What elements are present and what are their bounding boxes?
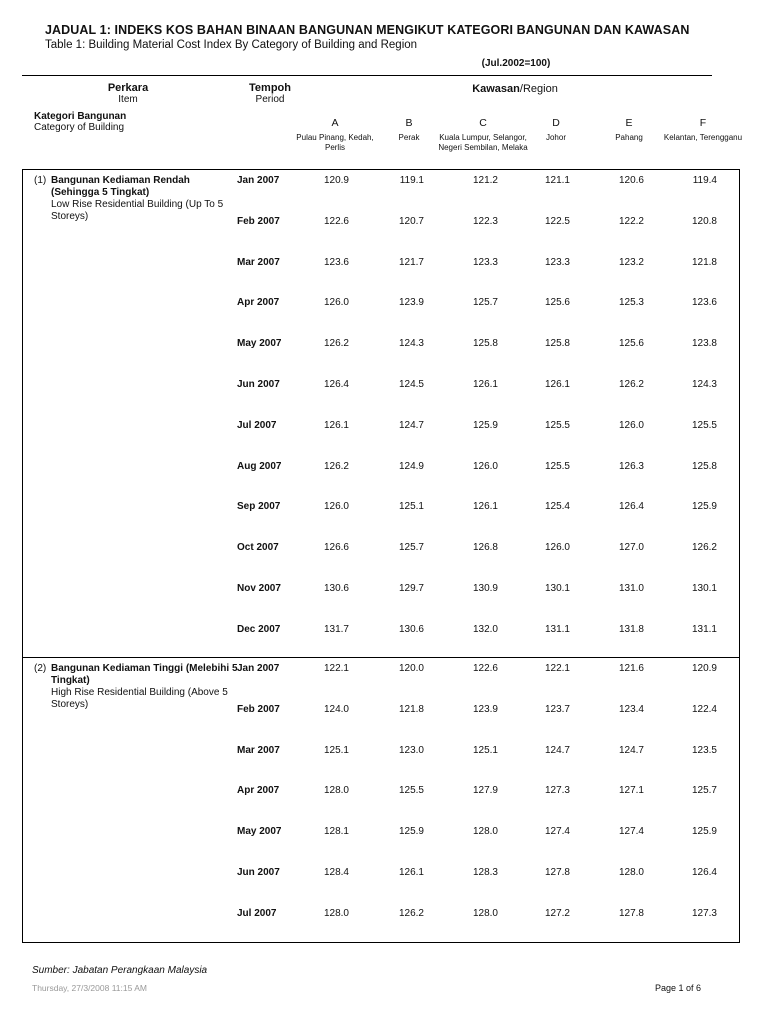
- index-value-cell: 123.4: [618, 703, 644, 715]
- index-value-cell: 121.8: [691, 256, 717, 268]
- index-value-cell: 128.0: [472, 907, 498, 919]
- section-number: (2): [34, 663, 47, 674]
- row-period: Jun 2007: [237, 867, 280, 878]
- index-value-cell: 125.7: [472, 297, 498, 309]
- index-value-cell: 126.2: [398, 907, 424, 919]
- row-period: Nov 2007: [237, 583, 281, 594]
- column-region-name: Kelantan, Terengganu: [663, 133, 743, 142]
- row-period: Jan 2007: [237, 663, 280, 674]
- index-value-cell: 124.7: [544, 744, 570, 756]
- row-period: Jan 2007: [237, 175, 280, 186]
- index-value-cell: 126.0: [323, 501, 349, 513]
- index-value-cell: 128.0: [323, 785, 349, 797]
- index-value-cell: 125.5: [691, 419, 717, 431]
- column-letter: D: [552, 117, 560, 129]
- index-value-cell: 126.0: [472, 460, 498, 472]
- index-value-cell: 121.2: [472, 175, 498, 186]
- row-period: Mar 2007: [237, 256, 280, 268]
- index-value-cell: 123.3: [472, 256, 498, 268]
- index-value-cell: 125.9: [691, 501, 717, 513]
- index-value-cell: 124.7: [398, 419, 424, 431]
- index-value-cell: 127.9: [472, 785, 498, 797]
- row-period: Jul 2007: [237, 419, 277, 431]
- index-value-cell: 119.4: [692, 175, 717, 186]
- row-period: Aug 2007: [237, 460, 282, 472]
- index-value-cell: 125.9: [398, 826, 424, 838]
- index-value-cell: 123.6: [323, 256, 349, 268]
- index-value-cell: 122.6: [472, 663, 498, 674]
- index-value-cell: 124.9: [398, 460, 424, 472]
- index-value-cell: 127.2: [544, 907, 570, 919]
- index-value-cell: 125.6: [618, 338, 644, 350]
- index-value-cell: 125.9: [472, 419, 498, 431]
- index-value-cell: 126.2: [323, 460, 349, 472]
- index-value-cell: 128.0: [618, 867, 644, 878]
- index-value-cell: 130.1: [691, 583, 717, 594]
- section-label: [34, 175, 239, 223]
- index-value-cell: 131.1: [544, 623, 570, 635]
- category-header: [34, 111, 126, 133]
- index-value-cell: 123.5: [691, 744, 717, 756]
- index-value-cell: 126.8: [472, 542, 498, 554]
- index-value-cell: 127.3: [544, 785, 570, 797]
- index-value-cell: 122.1: [323, 663, 349, 674]
- column-letter: E: [625, 117, 633, 129]
- index-value-cell: 125.3: [618, 297, 644, 309]
- index-value-cell: 126.1: [472, 379, 498, 390]
- index-value-cell: 123.3: [544, 256, 570, 268]
- index-value-cell: 128.1: [323, 826, 349, 838]
- index-value-cell: 130.1: [544, 583, 570, 594]
- index-value-cell: 126.2: [323, 338, 349, 350]
- index-value-cell: 126.0: [323, 297, 349, 309]
- row-period: Feb 2007: [237, 215, 280, 227]
- index-value-cell: 125.7: [398, 542, 424, 554]
- column-region-name: Pulau Pinang, Kedah, Perlis: [296, 133, 374, 152]
- index-value-cell: 128.4: [323, 867, 349, 878]
- index-value-cell: 125.1: [323, 744, 349, 756]
- column-region-name: Kuala Lumpur, Selangor, Negeri Sembilan, Melaka: [438, 133, 528, 152]
- period-column-header: [230, 83, 310, 105]
- section-name-en: Low Rise Residential Building (Up To 5 Storeys): [51, 199, 224, 222]
- index-value-cell: 131.1: [691, 623, 717, 635]
- index-value-cell: 127.8: [544, 867, 570, 878]
- index-value-cell: 126.4: [323, 379, 349, 390]
- index-value-cell: 124.0: [323, 703, 349, 715]
- index-value-cell: 125.6: [544, 297, 570, 309]
- row-period: Oct 2007: [237, 542, 279, 554]
- index-value-cell: 123.0: [398, 744, 424, 756]
- column-letter: F: [699, 117, 707, 129]
- region-header-ms: Kawasan: [472, 83, 520, 95]
- row-period: Sep 2007: [237, 501, 281, 513]
- page-number: Page 1 of 6: [655, 983, 702, 993]
- index-value-cell: 123.2: [618, 256, 644, 268]
- index-value-cell: 130.9: [472, 583, 498, 594]
- index-value-cell: 127.8: [618, 907, 644, 919]
- page-title: JADUAL 1: INDEKS KOS BAHAN BINAAN BANGUNAN MENGIKUT KATEGORI BANGUNAN DAN KAWASAN: [45, 23, 690, 37]
- index-value-cell: 129.7: [398, 583, 424, 594]
- row-period: May 2007: [237, 826, 282, 838]
- index-value-cell: 125.1: [472, 744, 498, 756]
- index-value-cell: 125.5: [544, 460, 570, 472]
- index-value-cell: 124.3: [691, 379, 717, 390]
- index-value-cell: 125.7: [691, 785, 717, 797]
- category-header-ms: Kategori Bangunan: [34, 111, 127, 122]
- item-column-header: [88, 83, 168, 105]
- row-period: May 2007: [237, 338, 282, 350]
- index-value-cell: 131.8: [618, 623, 644, 635]
- index-value-cell: 126.0: [544, 542, 570, 554]
- index-value-cell: 127.1: [618, 785, 644, 797]
- section-name-ms: Bangunan Kediaman Rendah (Sehingga 5 Tingkat): [51, 175, 190, 198]
- column-letter: B: [405, 117, 413, 129]
- index-value-cell: 126.1: [472, 501, 498, 513]
- row-period: Apr 2007: [237, 785, 280, 797]
- index-value-cell: 132.0: [472, 623, 498, 635]
- section-label: [34, 663, 239, 711]
- index-value-cell: 124.5: [398, 379, 424, 390]
- index-value-cell: 120.6: [618, 175, 644, 186]
- index-value-cell: 120.9: [691, 663, 717, 674]
- print-timestamp: Thursday, 27/3/2008 11:15 AM: [32, 983, 147, 993]
- index-value-cell: 119.1: [399, 175, 424, 186]
- column-letter: A: [331, 117, 339, 129]
- column-region-name: Johor: [545, 133, 566, 142]
- row-period: Mar 2007: [237, 744, 280, 756]
- column-region-name: Perak: [398, 133, 420, 142]
- category-header-en: Category of Building: [34, 122, 125, 133]
- item-header-ms: Perkara: [107, 82, 149, 94]
- index-value-cell: 123.7: [544, 703, 570, 715]
- index-value-cell: 126.2: [691, 542, 717, 554]
- column-letter: C: [479, 117, 487, 129]
- index-value-cell: 130.6: [398, 623, 424, 635]
- index-value-cell: 126.1: [398, 867, 424, 878]
- section-name-ms: Bangunan Kediaman Tinggi (Melebihi 5 Tingkat): [51, 663, 238, 686]
- item-header-en: Item: [118, 94, 138, 105]
- index-value-cell: 124.3: [398, 338, 424, 350]
- index-value-cell: 121.1: [544, 175, 570, 186]
- index-value-cell: 120.0: [398, 663, 424, 674]
- index-value-cell: 124.7: [618, 744, 644, 756]
- index-value-cell: 131.7: [323, 623, 349, 635]
- region-column-header: [430, 83, 600, 95]
- page-subtitle: Table 1: Building Material Cost Index By Category of Building and Region: [45, 39, 418, 51]
- index-value-cell: 121.7: [398, 256, 424, 268]
- index-value-cell: 120.9: [323, 175, 349, 186]
- period-header-en: Period: [255, 94, 285, 105]
- section-number: (1): [34, 175, 47, 186]
- section-name-en: High Rise Residential Building (Above 5 Storeys): [51, 687, 228, 710]
- index-value-cell: 125.4: [544, 501, 570, 513]
- index-value-cell: 120.8: [691, 215, 717, 227]
- index-value-cell: 128.0: [323, 907, 349, 919]
- index-value-cell: 125.5: [544, 419, 570, 431]
- index-value-cell: 126.3: [618, 460, 644, 472]
- index-value-cell: 126.4: [618, 501, 644, 513]
- index-value-cell: 123.9: [398, 297, 424, 309]
- index-value-cell: 122.6: [323, 215, 349, 227]
- index-value-cell: 126.1: [544, 379, 570, 390]
- index-value-cell: 123.8: [691, 338, 717, 350]
- row-period: Dec 2007: [237, 623, 281, 635]
- index-value-cell: 125.8: [691, 460, 717, 472]
- index-value-cell: 127.4: [618, 826, 644, 838]
- row-period: Jul 2007: [237, 907, 277, 919]
- index-value-cell: 125.9: [691, 826, 717, 838]
- index-value-cell: 127.0: [618, 542, 644, 554]
- index-value-cell: 130.6: [323, 583, 349, 594]
- index-value-cell: 125.8: [544, 338, 570, 350]
- index-value-cell: 125.5: [398, 785, 424, 797]
- index-value-cell: 127.3: [691, 907, 717, 919]
- index-value-cell: 126.4: [691, 867, 717, 878]
- index-value-cell: 125.8: [472, 338, 498, 350]
- index-value-cell: 126.6: [323, 542, 349, 554]
- index-value-cell: 122.2: [618, 215, 644, 227]
- index-value-cell: 122.1: [544, 663, 570, 674]
- header-top-rule: [22, 75, 712, 76]
- index-value-cell: 122.4: [691, 703, 717, 715]
- index-value-cell: 126.1: [323, 419, 349, 431]
- index-value-cell: 126.0: [618, 419, 644, 431]
- index-value-cell: 121.8: [398, 703, 424, 715]
- source-note: Sumber: Jabatan Perangkaan Malaysia: [32, 965, 208, 976]
- index-value-cell: 128.0: [472, 826, 498, 838]
- index-value-cell: 125.1: [398, 501, 424, 513]
- row-period: Feb 2007: [237, 703, 280, 715]
- base-year-label: (Jul.2002=100): [481, 58, 551, 69]
- index-value-cell: 123.9: [472, 703, 498, 715]
- index-value-cell: 127.4: [544, 826, 570, 838]
- row-period: Apr 2007: [237, 297, 280, 309]
- index-value-cell: 131.0: [618, 583, 644, 594]
- index-value-cell: 128.3: [472, 867, 498, 878]
- column-region-name: Pahang: [615, 133, 643, 142]
- index-value-cell: 122.3: [472, 215, 498, 227]
- index-value-cell: 122.5: [544, 215, 570, 227]
- row-period: Jun 2007: [237, 379, 280, 390]
- index-value-cell: 123.6: [691, 297, 717, 309]
- region-header-en: /Region: [519, 83, 558, 95]
- index-value-cell: 126.2: [618, 379, 644, 390]
- index-value-cell: 121.6: [618, 663, 644, 674]
- index-value-cell: 120.7: [398, 215, 424, 227]
- period-header-ms: Tempoh: [249, 82, 291, 94]
